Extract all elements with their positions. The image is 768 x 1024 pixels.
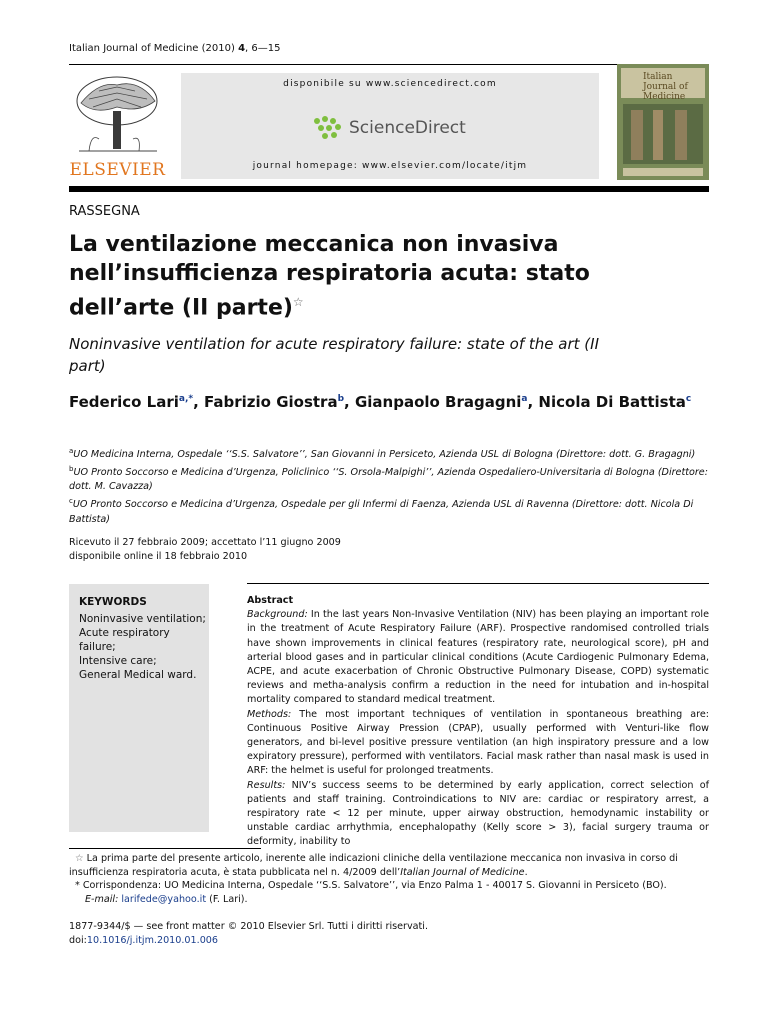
- footnote-star-text: La prima parte del presente articolo, inerente alle indicazioni cliniche della ventilazione meccanica non invasiva in corso di insufficienza respiratoria acuta, è stata pubblicata nel n. 4/2009 dell’: [69, 853, 678, 878]
- elsevier-tree-icon: [69, 73, 166, 158]
- header-top-rule: [69, 64, 709, 65]
- header-bottom-rule: [69, 186, 709, 192]
- email-link[interactable]: larifede@yahoo.it: [121, 893, 207, 905]
- affiliation-mark: c: [69, 497, 73, 506]
- author-name[interactable]: Fabrizio Giostra: [204, 393, 338, 411]
- citation-pages: , 6—15: [245, 43, 281, 54]
- article-title-text: La ventilazione meccanica non invasiva nell’insufficienza respiratoria acuta: stato dell’arte (II parte): [69, 232, 590, 321]
- affiliation-text: UO Medicina Interna, Ospedale ‘‘S.S. Salvatore’’, San Giovanni in Persiceto, Azienda USL di Bologna (Direttore: dott. G. Bragagni): [73, 449, 696, 461]
- sciencedirect-banner: [181, 73, 599, 179]
- elsevier-logo[interactable]: [69, 73, 166, 180]
- article-dates: [69, 536, 341, 564]
- author-name[interactable]: Gianpaolo Bragagni: [354, 393, 522, 411]
- abstract-methods: [247, 708, 709, 779]
- keyword-item: Intensive care;: [79, 655, 157, 667]
- article-title: [69, 230, 629, 322]
- background-label: Background:: [247, 609, 308, 621]
- footnote-journal-name: Italian Journal of Medicine: [400, 866, 525, 878]
- email-suffix: (F. Lari).: [209, 893, 248, 905]
- sciencedirect-logo[interactable]: [311, 115, 471, 141]
- footnote-star-mark: ☆: [75, 853, 84, 864]
- sciencedirect-wordmark: ScienceDirect: [349, 118, 466, 138]
- abstract-heading: Abstract: [247, 595, 294, 606]
- affiliation-item: [69, 462, 719, 494]
- affiliation-item: [69, 494, 719, 526]
- journal-homepage-text[interactable]: journal homepage: www.elsevier.com/locate/itjm: [252, 161, 528, 171]
- footnote-email: [69, 893, 709, 907]
- keywords-title: KEYWORDS: [79, 596, 147, 608]
- keyword-item: General Medical ward.: [79, 669, 197, 681]
- footnote-star: [69, 852, 709, 879]
- article-subtitle: Noninvasive ventilation for acute respiratory failure: state of the art (II part): [69, 335, 599, 375]
- article-section-label: RASSEGNA: [69, 204, 140, 219]
- doi-label: doi:: [69, 935, 87, 946]
- methods-label: Methods:: [247, 708, 292, 720]
- author-list: Federico Lari$^{a,*}$, Fabrizio Giostra$^b$, Gianpaolo Bragagni$^a$, Nicola Di Battista$^c$: [69, 393, 692, 411]
- affiliation-text: UO Pronto Soccorso e Medicina d’Urgenza, Ospedale per gli Infermi di Faenza, Azienda USL di Ravenna (Direttore: dott. Nicola Di Battista): [69, 499, 694, 525]
- affiliation-mark: a: [69, 447, 74, 455]
- affiliation-item: [69, 444, 719, 462]
- affiliation-mark: b: [69, 465, 74, 474]
- author-affiliation-mark[interactable]: c: [685, 394, 692, 404]
- doi-line: [69, 934, 428, 948]
- abstract: [247, 594, 709, 850]
- citation-prefix: Italian Journal of Medicine (2010): [69, 43, 239, 54]
- abstract-top-rule: [247, 583, 709, 584]
- journal-cover-thumbnail[interactable]: [617, 64, 709, 180]
- keyword-item: Noninvasive ventilation;: [79, 613, 206, 625]
- keyword-item: Acute respiratory failure;: [79, 627, 170, 653]
- author-name[interactable]: Federico Lari: [69, 393, 179, 411]
- email-label: E-mail:: [85, 893, 119, 905]
- footnote-correspondence: [69, 879, 709, 893]
- citation-volume: 4: [238, 43, 246, 54]
- elsevier-wordmark: ELSEVIER: [69, 160, 166, 180]
- results-label: Results:: [247, 779, 286, 791]
- keywords-panel: [69, 584, 209, 832]
- results-text: NIV’s success seems to be determined by early application, correct selection of patients and staff training. Controindications to NIV are: cardiac or respiratory arrest, a respiratory rate < 12 per minute, upper airway obstruction, hemodynamic instability or unstable cardiac arrhythmia, encephalopathy (Kelly score > 3), facial surgery trauma or deformity, inability to: [247, 779, 709, 848]
- affiliations: [69, 444, 719, 527]
- author-affiliation-mark[interactable]: b: [337, 394, 345, 404]
- abstract-results: [247, 779, 709, 850]
- author-affiliation-mark[interactable]: a: [521, 394, 528, 404]
- imprint: [69, 920, 428, 948]
- keywords-list: [79, 612, 206, 682]
- footnote-corr-mark: *: [75, 880, 80, 891]
- online-date: disponibile online il 18 febbraio 2010: [69, 551, 248, 562]
- doi-link[interactable]: 10.1016/j.itjm.2010.01.006: [86, 935, 219, 946]
- footnote-star-end: .: [524, 866, 528, 878]
- title-footnote-star[interactable]: ☆: [292, 295, 304, 309]
- methods-text: The most important techniques of ventilation in spontaneous breathing are: Continuous Positive Airway Pression (CPAP), usually performed with Venturi-like flow generators, and bi-level positive pressure ventilation (an high inspiratory pressure and a low expiratory pressure), performed with ventilators. Facial mask rather than nasal mask is used in ARF: the helmet is useful for prolonged treatments.: [247, 708, 709, 777]
- author-affiliation-mark[interactable]: a,*: [178, 394, 194, 404]
- footnote-rule: [69, 848, 261, 849]
- author-name[interactable]: Nicola Di Battista: [538, 393, 686, 411]
- abstract-background: [247, 608, 709, 707]
- affiliation-text: UO Pronto Soccorso e Medicina d’Urgenza, Policlinico ‘‘S. Orsola-Malpighi’’, Azienda Ospedaliero-Universitaria di Bologna (Direttore: dott. M. Cavazza): [69, 467, 708, 493]
- background-text: In the last years Non-Invasive Ventilation (NIV) has been playing an important role in the treatment of Acute Respiratory Failure (ARF). Prospective randomised controlled trials have shown improvements in clinical features (respiratory rate, neurological score), pH and arterial blood gases and in particular clinical conditions (Acute Cardiogenic Pulmonary Edema, ACPE, and acute exacerbation of Chronic Obstructive Pulmonary Disease, COPD) systematic reviews and metha-analysis confirm a reduction in the need for intubation and in-hospital mortality compared to standard medical treatment.: [247, 609, 709, 706]
- available-online-text[interactable]: disponibile su www.sciencedirect.com: [283, 79, 497, 89]
- footnote-corr-text: Corrispondenza: UO Medicina Interna, Ospedale ‘‘S.S. Salvatore’’, via Enzo Palma 1 - 40017 S. Giovanni in Persiceto (BO).: [82, 880, 667, 891]
- journal-citation: [69, 43, 280, 54]
- received-accepted-dates: Ricevuto il 27 febbraio 2009; accettato l’11 giugno 2009: [69, 537, 341, 548]
- copyright-line: 1877-9344/$ — see front matter © 2010 Elsevier Srl. Tutti i diritti riservati.: [69, 921, 428, 932]
- sciencedirect-dots-icon: [311, 115, 347, 141]
- footnotes: [69, 852, 709, 906]
- cover-title: Italian Journal of Medicine: [643, 72, 688, 102]
